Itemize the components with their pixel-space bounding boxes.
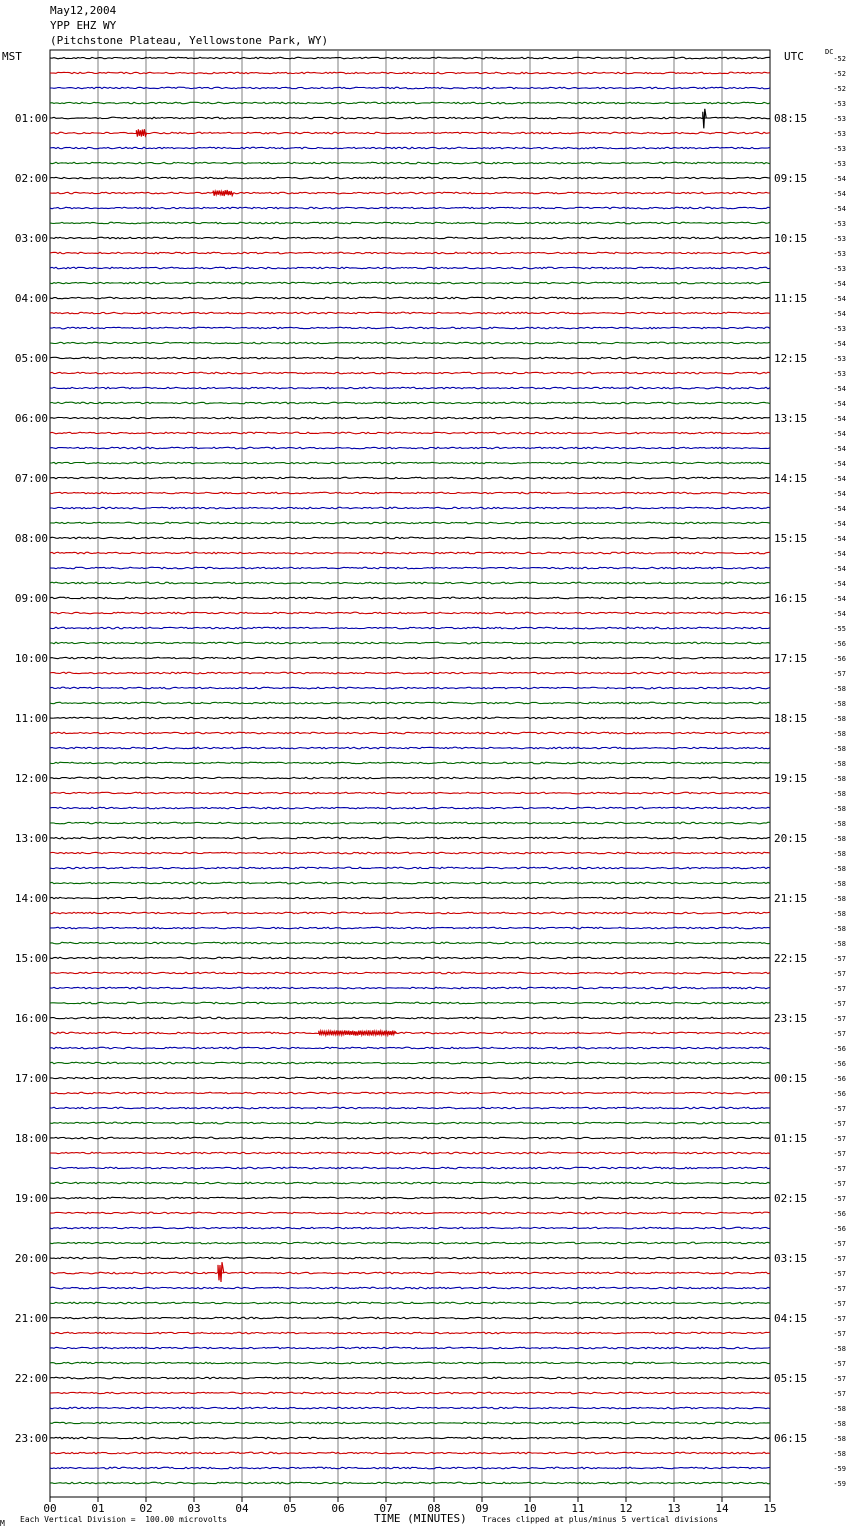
seismic-trace	[50, 192, 770, 194]
station-location: (Pitchstone Plateau, Yellowstone Park, WY)	[50, 34, 329, 47]
utc-hour-label: 05:15	[774, 1372, 808, 1385]
mst-label: MST	[2, 50, 22, 63]
mst-hour-label: 03:00	[14, 232, 48, 245]
corner-mark: M	[0, 1519, 5, 1528]
seismic-trace	[50, 1167, 770, 1169]
seismic-trace	[50, 1092, 770, 1094]
mst-hour-label: 12:00	[14, 772, 48, 785]
seismic-trace	[50, 312, 770, 314]
dc-offset-label: -58	[833, 835, 846, 843]
clip-note: Traces clipped at plus/minus 5 vertical divisions	[482, 1515, 719, 1524]
seismic-trace	[50, 1332, 770, 1334]
seismic-trace	[50, 717, 770, 719]
seismic-trace	[50, 477, 770, 479]
seismic-trace	[50, 642, 770, 644]
seismic-trace	[50, 1482, 770, 1484]
seismic-trace	[50, 567, 770, 569]
mst-hour-label: 05:00	[14, 352, 48, 365]
mst-hour-label: 10:00	[14, 652, 48, 665]
dc-offset-label: -57	[833, 1315, 846, 1323]
seismic-trace	[50, 897, 770, 899]
dc-offset-label: -54	[833, 565, 846, 573]
seismic-trace	[50, 117, 770, 119]
dc-offset-label: -57	[833, 1285, 846, 1293]
dc-offset-label: -53	[833, 160, 846, 168]
seismic-trace	[50, 552, 770, 554]
dc-offset-label: -57	[833, 1360, 846, 1368]
seismic-trace	[50, 507, 770, 509]
dc-offset-label: -59	[833, 1465, 846, 1473]
x-tick-label: 06	[331, 1502, 345, 1515]
seismic-trace	[50, 1107, 770, 1109]
utc-hour-label: 11:15	[774, 292, 808, 305]
seismic-trace	[50, 1392, 770, 1394]
x-tick-label: 09	[475, 1502, 489, 1515]
dc-offset-label: -58	[833, 820, 846, 828]
seismic-trace	[50, 702, 770, 704]
mst-hour-label: 02:00	[14, 172, 48, 185]
seismic-trace	[50, 1272, 770, 1274]
seismic-trace	[50, 1002, 770, 1004]
dc-offset-label: -58	[833, 745, 846, 753]
seismic-trace	[50, 492, 770, 494]
x-tick-label: 03	[187, 1502, 201, 1515]
x-tick-label: 00	[43, 1502, 57, 1515]
dc-offset-label: -57	[833, 1105, 846, 1113]
x-tick-label: 11	[571, 1502, 585, 1515]
seismic-trace	[50, 177, 770, 179]
x-axis-label: TIME (MINUTES)	[374, 1512, 467, 1525]
seismic-trace	[50, 1152, 770, 1154]
mst-hour-label: 16:00	[14, 1012, 48, 1025]
x-tick-label: 07	[379, 1502, 393, 1515]
dc-offset-label: -57	[833, 1195, 846, 1203]
seismic-trace	[50, 222, 770, 224]
utc-hour-label: 13:15	[774, 412, 808, 425]
utc-hour-label: 23:15	[774, 1012, 808, 1025]
dc-offset-label: -58	[833, 700, 846, 708]
dc-offset-label: -57	[833, 985, 846, 993]
seismic-trace	[50, 357, 770, 359]
dc-offset-label: -57	[833, 1135, 846, 1143]
dc-offset-label: -54	[833, 550, 846, 558]
dc-offset-label: -58	[833, 805, 846, 813]
seismic-trace	[50, 822, 770, 824]
seismic-event	[319, 1030, 397, 1035]
dc-offset-label: -54	[833, 595, 846, 603]
mst-hour-label: 19:00	[14, 1192, 48, 1205]
seismic-trace	[50, 57, 770, 59]
utc-hour-label: 16:15	[774, 592, 808, 605]
seismic-trace	[50, 582, 770, 584]
seismic-trace	[50, 1047, 770, 1049]
dc-offset-label: -56	[833, 1090, 846, 1098]
seismic-trace	[50, 462, 770, 464]
dc-offset-label: -53	[833, 355, 846, 363]
seismic-trace	[50, 297, 770, 299]
dc-offset-label: -54	[833, 310, 846, 318]
seismic-trace	[50, 147, 770, 149]
dc-offset-label: -58	[833, 1450, 846, 1458]
mst-hour-label: 23:00	[14, 1432, 48, 1445]
utc-hour-label: 06:15	[774, 1432, 808, 1445]
seismic-trace	[50, 852, 770, 854]
dc-offset-label: -54	[833, 295, 846, 303]
mst-hour-label: 11:00	[14, 712, 48, 725]
utc-hour-label: 14:15	[774, 472, 808, 485]
seismic-trace	[50, 72, 770, 74]
dc-offset-label: -54	[833, 505, 846, 513]
dc-offset-label: -52	[833, 70, 846, 78]
seismic-trace	[50, 867, 770, 869]
dc-offset-label: -53	[833, 370, 846, 378]
seismic-trace	[50, 1197, 770, 1199]
mst-hour-label: 14:00	[14, 892, 48, 905]
seismic-trace	[50, 1362, 770, 1364]
utc-hour-label: 19:15	[774, 772, 808, 785]
seismic-trace	[50, 402, 770, 404]
utc-hour-label: 00:15	[774, 1072, 808, 1085]
seismic-trace	[50, 162, 770, 164]
dc-offset-label: -58	[833, 730, 846, 738]
x-tick-label: 02	[139, 1502, 153, 1515]
dc-offset-label: -56	[833, 1210, 846, 1218]
dc-offset-label: -59	[833, 1480, 846, 1488]
seismic-trace	[50, 747, 770, 749]
dc-offset-label: -54	[833, 190, 846, 198]
dc-offset-label: -54	[833, 490, 846, 498]
utc-hour-label: 18:15	[774, 712, 808, 725]
dc-offset-label: -53	[833, 265, 846, 273]
dc-offset-label: -54	[833, 205, 846, 213]
dc-offset-label: -55	[833, 625, 846, 633]
dc-offset-label: -58	[833, 790, 846, 798]
seismic-event	[136, 129, 147, 136]
dc-offset-label: -58	[833, 910, 846, 918]
x-tick-label: 12	[619, 1502, 633, 1515]
utc-hour-label: 15:15	[774, 532, 808, 545]
seismic-trace	[50, 1212, 770, 1214]
dc-offset-label: -58	[833, 1345, 846, 1353]
dc-offset-label: -53	[833, 100, 846, 108]
dc-offset-label: -54	[833, 400, 846, 408]
seismic-trace	[50, 327, 770, 329]
seismic-trace	[50, 672, 770, 674]
dc-offset-label: -56	[833, 640, 846, 648]
dc-offset-label: -58	[833, 1435, 846, 1443]
dc-offset-label: -54	[833, 430, 846, 438]
dc-offset-label: -57	[833, 670, 846, 678]
seismic-trace	[50, 912, 770, 914]
x-tick-label: 04	[235, 1502, 249, 1515]
dc-offset-label: -54	[833, 415, 846, 423]
utc-hour-label: 17:15	[774, 652, 808, 665]
seismic-trace	[50, 942, 770, 944]
seismic-trace	[50, 1467, 770, 1469]
dc-offset-label: -56	[833, 1045, 846, 1053]
dc-offset-label: -56	[833, 1075, 846, 1083]
x-tick-label: 14	[715, 1502, 729, 1515]
seismic-trace	[50, 1122, 770, 1124]
dc-offset-label: -58	[833, 865, 846, 873]
dc-offset-label: -54	[833, 475, 846, 483]
dc-offset-label: -52	[833, 55, 846, 63]
seismic-trace	[50, 1317, 770, 1319]
dc-offset-label: -58	[833, 715, 846, 723]
seismic-trace	[50, 1017, 770, 1019]
dc-offset-label: -57	[833, 1375, 846, 1383]
seismic-trace	[50, 372, 770, 374]
dc-offset-label: -53	[833, 250, 846, 258]
seismic-event	[218, 1262, 224, 1282]
utc-hour-label: 01:15	[774, 1132, 808, 1145]
dc-offset-label: -54	[833, 610, 846, 618]
seismic-trace	[50, 1062, 770, 1064]
seismic-trace	[50, 132, 770, 134]
seismic-trace	[50, 597, 770, 599]
seismic-trace	[50, 537, 770, 539]
dc-offset-label: -57	[833, 1015, 846, 1023]
dc-offset-label: -58	[833, 880, 846, 888]
dc-offset-label: -57	[833, 1390, 846, 1398]
dc-offset-label: -53	[833, 220, 846, 228]
mst-hour-label: 13:00	[14, 832, 48, 845]
dc-offset-label: -54	[833, 580, 846, 588]
seismic-trace	[50, 837, 770, 839]
dc-offset-label: -57	[833, 1150, 846, 1158]
dc-offset-label: -54	[833, 535, 846, 543]
seismic-trace	[50, 237, 770, 239]
seismic-trace	[50, 1032, 770, 1034]
station-code: YPP EHZ WY	[50, 19, 117, 32]
dc-offset-label: -54	[833, 520, 846, 528]
mst-hour-label: 17:00	[14, 1072, 48, 1085]
dc-offset-label: -52	[833, 85, 846, 93]
dc-offset-label: -57	[833, 1240, 846, 1248]
dc-offset-label: -57	[833, 1120, 846, 1128]
seismic-trace	[50, 387, 770, 389]
seismic-trace	[50, 1377, 770, 1379]
dc-offset-label: -58	[833, 940, 846, 948]
seismic-trace	[50, 282, 770, 284]
seismic-trace	[50, 1257, 770, 1259]
x-tick-label: 01	[91, 1502, 105, 1515]
seismic-trace	[50, 102, 770, 104]
seismic-trace	[50, 957, 770, 959]
dc-offset-label: -53	[833, 130, 846, 138]
dc-offset-label: -53	[833, 115, 846, 123]
x-tick-label: 10	[523, 1502, 537, 1515]
dc-offset-label: -53	[833, 235, 846, 243]
dc-offset-label: -57	[833, 1330, 846, 1338]
mst-hour-label: 04:00	[14, 292, 48, 305]
utc-hour-label: 21:15	[774, 892, 808, 905]
seismic-event	[213, 190, 233, 196]
seismic-trace	[50, 1287, 770, 1289]
seismic-trace	[50, 687, 770, 689]
x-tick-label: 13	[667, 1502, 681, 1515]
utc-hour-label: 09:15	[774, 172, 808, 185]
seismic-trace	[50, 807, 770, 809]
seismic-trace	[50, 1422, 770, 1424]
seismic-trace	[50, 972, 770, 974]
seismic-trace	[50, 1302, 770, 1304]
dc-offset-label: -57	[833, 1180, 846, 1188]
dc-offset-label: -54	[833, 175, 846, 183]
seismic-trace	[50, 792, 770, 794]
mst-hour-label: 20:00	[14, 1252, 48, 1265]
seismic-trace	[50, 207, 770, 209]
seismic-trace	[50, 627, 770, 629]
seismic-trace	[50, 762, 770, 764]
dc-offset-label: -57	[833, 955, 846, 963]
dc-offset-label: -58	[833, 685, 846, 693]
vertical-division-note: Each Vertical Division = 100.00 microvolts	[20, 1515, 228, 1524]
utc-hour-label: 03:15	[774, 1252, 808, 1265]
dc-offset-label: -58	[833, 925, 846, 933]
seismic-trace	[50, 1182, 770, 1184]
seismic-trace	[50, 612, 770, 614]
dc-offset-label: -54	[833, 385, 846, 393]
utc-hour-label: 02:15	[774, 1192, 808, 1205]
seismic-trace	[50, 342, 770, 344]
utc-hour-label: 20:15	[774, 832, 808, 845]
dc-offset-label: -58	[833, 1405, 846, 1413]
seismic-trace	[50, 252, 770, 254]
seismic-trace	[50, 1452, 770, 1454]
dc-offset-label: -54	[833, 280, 846, 288]
x-tick-label: 15	[763, 1502, 777, 1515]
utc-hour-label: 08:15	[774, 112, 808, 125]
seismic-trace	[50, 777, 770, 779]
dc-offset-label: -57	[833, 1165, 846, 1173]
dc-offset-label: -57	[833, 1255, 846, 1263]
dc-offset-label: -58	[833, 850, 846, 858]
seismic-trace	[50, 87, 770, 89]
utc-hour-label: 10:15	[774, 232, 808, 245]
seismic-trace	[50, 1347, 770, 1349]
dc-offset-label: -58	[833, 775, 846, 783]
utc-hour-label: 04:15	[774, 1312, 808, 1325]
dc-offset-label: -54	[833, 460, 846, 468]
dc-offset-label: -57	[833, 1270, 846, 1278]
seismic-trace	[50, 1077, 770, 1079]
dc-label: DC	[825, 48, 834, 56]
dc-offset-label: -56	[833, 1060, 846, 1068]
seismic-trace	[50, 522, 770, 524]
mst-hour-label: 15:00	[14, 952, 48, 965]
seismic-trace	[50, 1227, 770, 1229]
seismic-trace	[50, 927, 770, 929]
seismic-trace	[50, 417, 770, 419]
seismic-trace	[50, 987, 770, 989]
seismic-trace	[50, 1137, 770, 1139]
seismic-trace	[50, 432, 770, 434]
dc-offset-label: -53	[833, 145, 846, 153]
seismic-trace	[50, 1407, 770, 1409]
dc-offset-label: -58	[833, 760, 846, 768]
mst-hour-label: 18:00	[14, 1132, 48, 1145]
seismic-trace	[50, 732, 770, 734]
mst-hour-label: 01:00	[14, 112, 48, 125]
seismic-trace	[50, 447, 770, 449]
x-tick-label: 08	[427, 1502, 441, 1515]
mst-hour-label: 21:00	[14, 1312, 48, 1325]
seismic-trace	[50, 267, 770, 269]
dc-offset-label: -58	[833, 1420, 846, 1428]
utc-label: UTC	[784, 50, 804, 63]
chart-date: May12,2004	[50, 4, 117, 17]
dc-offset-label: -53	[833, 325, 846, 333]
utc-hour-label: 12:15	[774, 352, 808, 365]
utc-hour-label: 22:15	[774, 952, 808, 965]
dc-offset-label: -57	[833, 1000, 846, 1008]
mst-hour-label: 22:00	[14, 1372, 48, 1385]
mst-hour-label: 08:00	[14, 532, 48, 545]
mst-hour-label: 07:00	[14, 472, 48, 485]
x-tick-label: 05	[283, 1502, 297, 1515]
dc-offset-label: -54	[833, 340, 846, 348]
seismic-trace	[50, 1437, 770, 1439]
dc-offset-label: -57	[833, 1030, 846, 1038]
dc-offset-label: -57	[833, 1300, 846, 1308]
dc-offset-label: -57	[833, 970, 846, 978]
dc-offset-label: -58	[833, 895, 846, 903]
seismic-trace	[50, 657, 770, 659]
seismic-trace	[50, 882, 770, 884]
mst-hour-label: 06:00	[14, 412, 48, 425]
dc-offset-label: -54	[833, 445, 846, 453]
dc-offset-label: -56	[833, 1225, 846, 1233]
mst-hour-label: 09:00	[14, 592, 48, 605]
seismic-event	[703, 109, 706, 129]
dc-offset-label: -56	[833, 655, 846, 663]
seismic-trace	[50, 1242, 770, 1244]
